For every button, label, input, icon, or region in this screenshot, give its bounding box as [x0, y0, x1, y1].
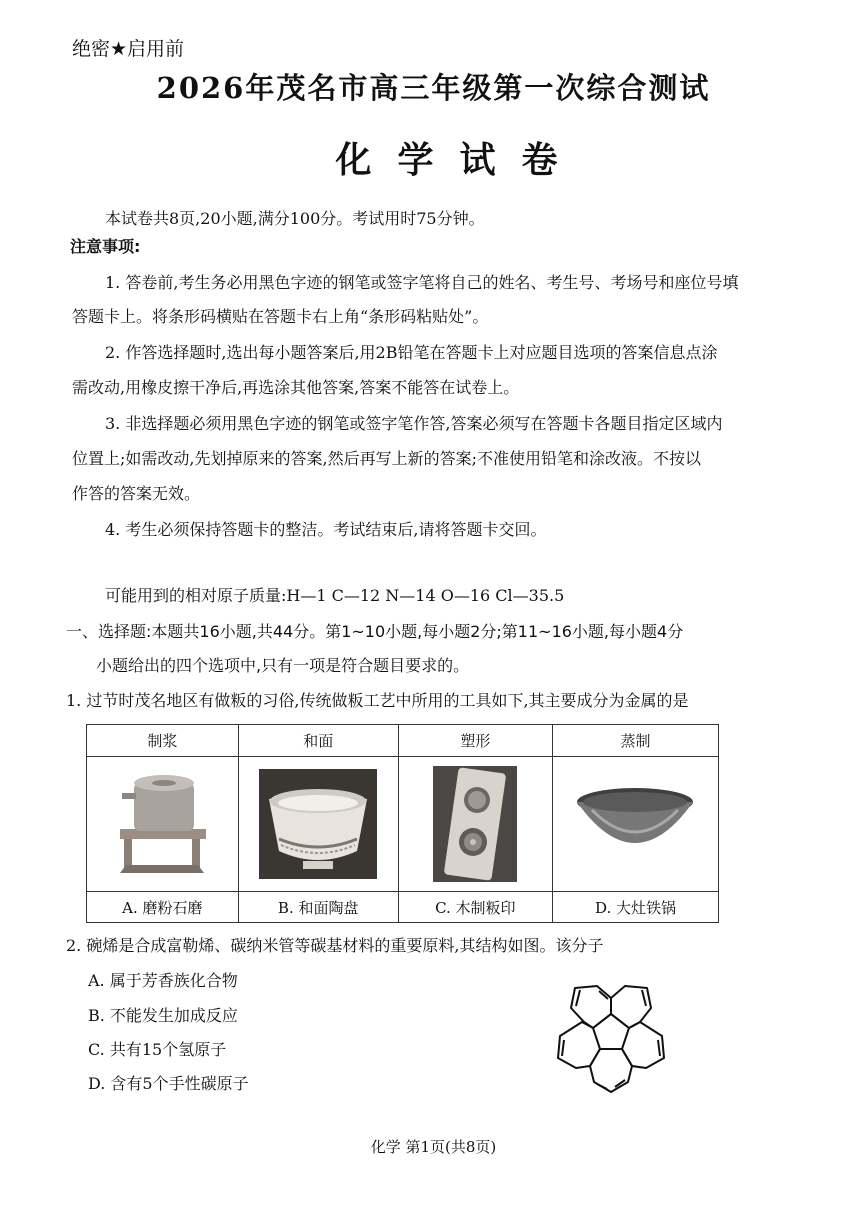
- q2-option-d: D. 含有5个手性碳原子: [88, 1074, 249, 1093]
- notice-line: 答题卡上。将条形码横贴在答题卡右上角“条形码粘贴处”。: [72, 307, 489, 326]
- notice-line: 4. 考生必须保持答题卡的整洁。考试结束后,请将答题卡交回。: [105, 520, 547, 539]
- section-note: 小题给出的四个选项中,只有一项是符合题目要求的。: [96, 656, 470, 675]
- option-b: B. 和面陶盘: [238, 892, 398, 923]
- iron-wok-icon: [552, 757, 718, 892]
- notice-line: 1. 答卷前,考生务必用黑色字迹的钢笔或签字笔将自己的姓名、考生号、考场号和座位号填: [105, 273, 739, 292]
- notice-line: 作答的答案无效。: [72, 484, 201, 503]
- exam-title: 2026年茂名市高三年级第一次综合测试: [156, 71, 711, 105]
- q2-option-c: C. 共有15个氢原子: [88, 1040, 227, 1059]
- option-c: C. 木制粄印: [398, 892, 552, 923]
- notice-heading: 注意事项:: [70, 237, 141, 256]
- step-header: 和面: [238, 725, 398, 757]
- q2-option-a: A. 属于芳香族化合物: [88, 971, 238, 990]
- subject-title: 化学试卷: [335, 139, 584, 181]
- question-1-stem: 1. 过节时茂名地区有做粄的习俗,传统做粄工艺中所用的工具如下,其主要成分为金属的是: [66, 691, 689, 710]
- option-a: A. 磨粉石磨: [87, 892, 239, 923]
- atomic-masses: 可能用到的相对原子质量:H—1 C—12 N—14 O—16 Cl—35.5: [105, 586, 565, 605]
- tools-table: [86, 724, 719, 923]
- notice-line: 3. 非选择题必须用黑色字迹的钢笔或签字笔作答,答案必须写在答题卡各题目指定区域内: [105, 414, 723, 433]
- notice-line: 位置上;如需改动,先划掉原来的答案,然后再写上新的答案;不准使用铅笔和涂改液。不按以: [72, 449, 701, 468]
- notice-line: 需改动,用橡皮擦干净后,再选涂其他答案,答案不能答在试卷上。: [72, 378, 520, 397]
- step-header: 蒸制: [552, 725, 718, 757]
- wooden-mold-icon: [398, 757, 552, 892]
- option-d: D. 大灶铁锅: [552, 892, 718, 923]
- page-footer: 化学 第1页(共8页): [370, 1138, 497, 1156]
- step-header: 制浆: [87, 725, 239, 757]
- notice-line: 2. 作答选择题时,选出每小题答案后,用2B铅笔在答题卡上对应题目选项的答案信息点涂: [105, 343, 718, 362]
- intro-text: 本试卷共8页,20小题,满分100分。考试用时75分钟。: [105, 209, 485, 228]
- q2-option-b: B. 不能发生加成反应: [88, 1006, 238, 1025]
- question-2-stem: 2. 碗烯是合成富勒烯、碳纳米管等碳基材料的重要原料,其结构如图。该分子: [66, 936, 604, 955]
- step-header: 塑形: [398, 725, 552, 757]
- confidential-label: 绝密★启用前: [72, 38, 185, 60]
- stone-mill-icon: [87, 757, 239, 892]
- section-heading: 一、选择题:本题共16小题,共44分。第1~10小题,每小题2分;第11~16小题,每小题4分: [66, 622, 684, 641]
- ceramic-bowl-icon: [238, 757, 398, 892]
- corannulene-structure: [544, 964, 678, 1100]
